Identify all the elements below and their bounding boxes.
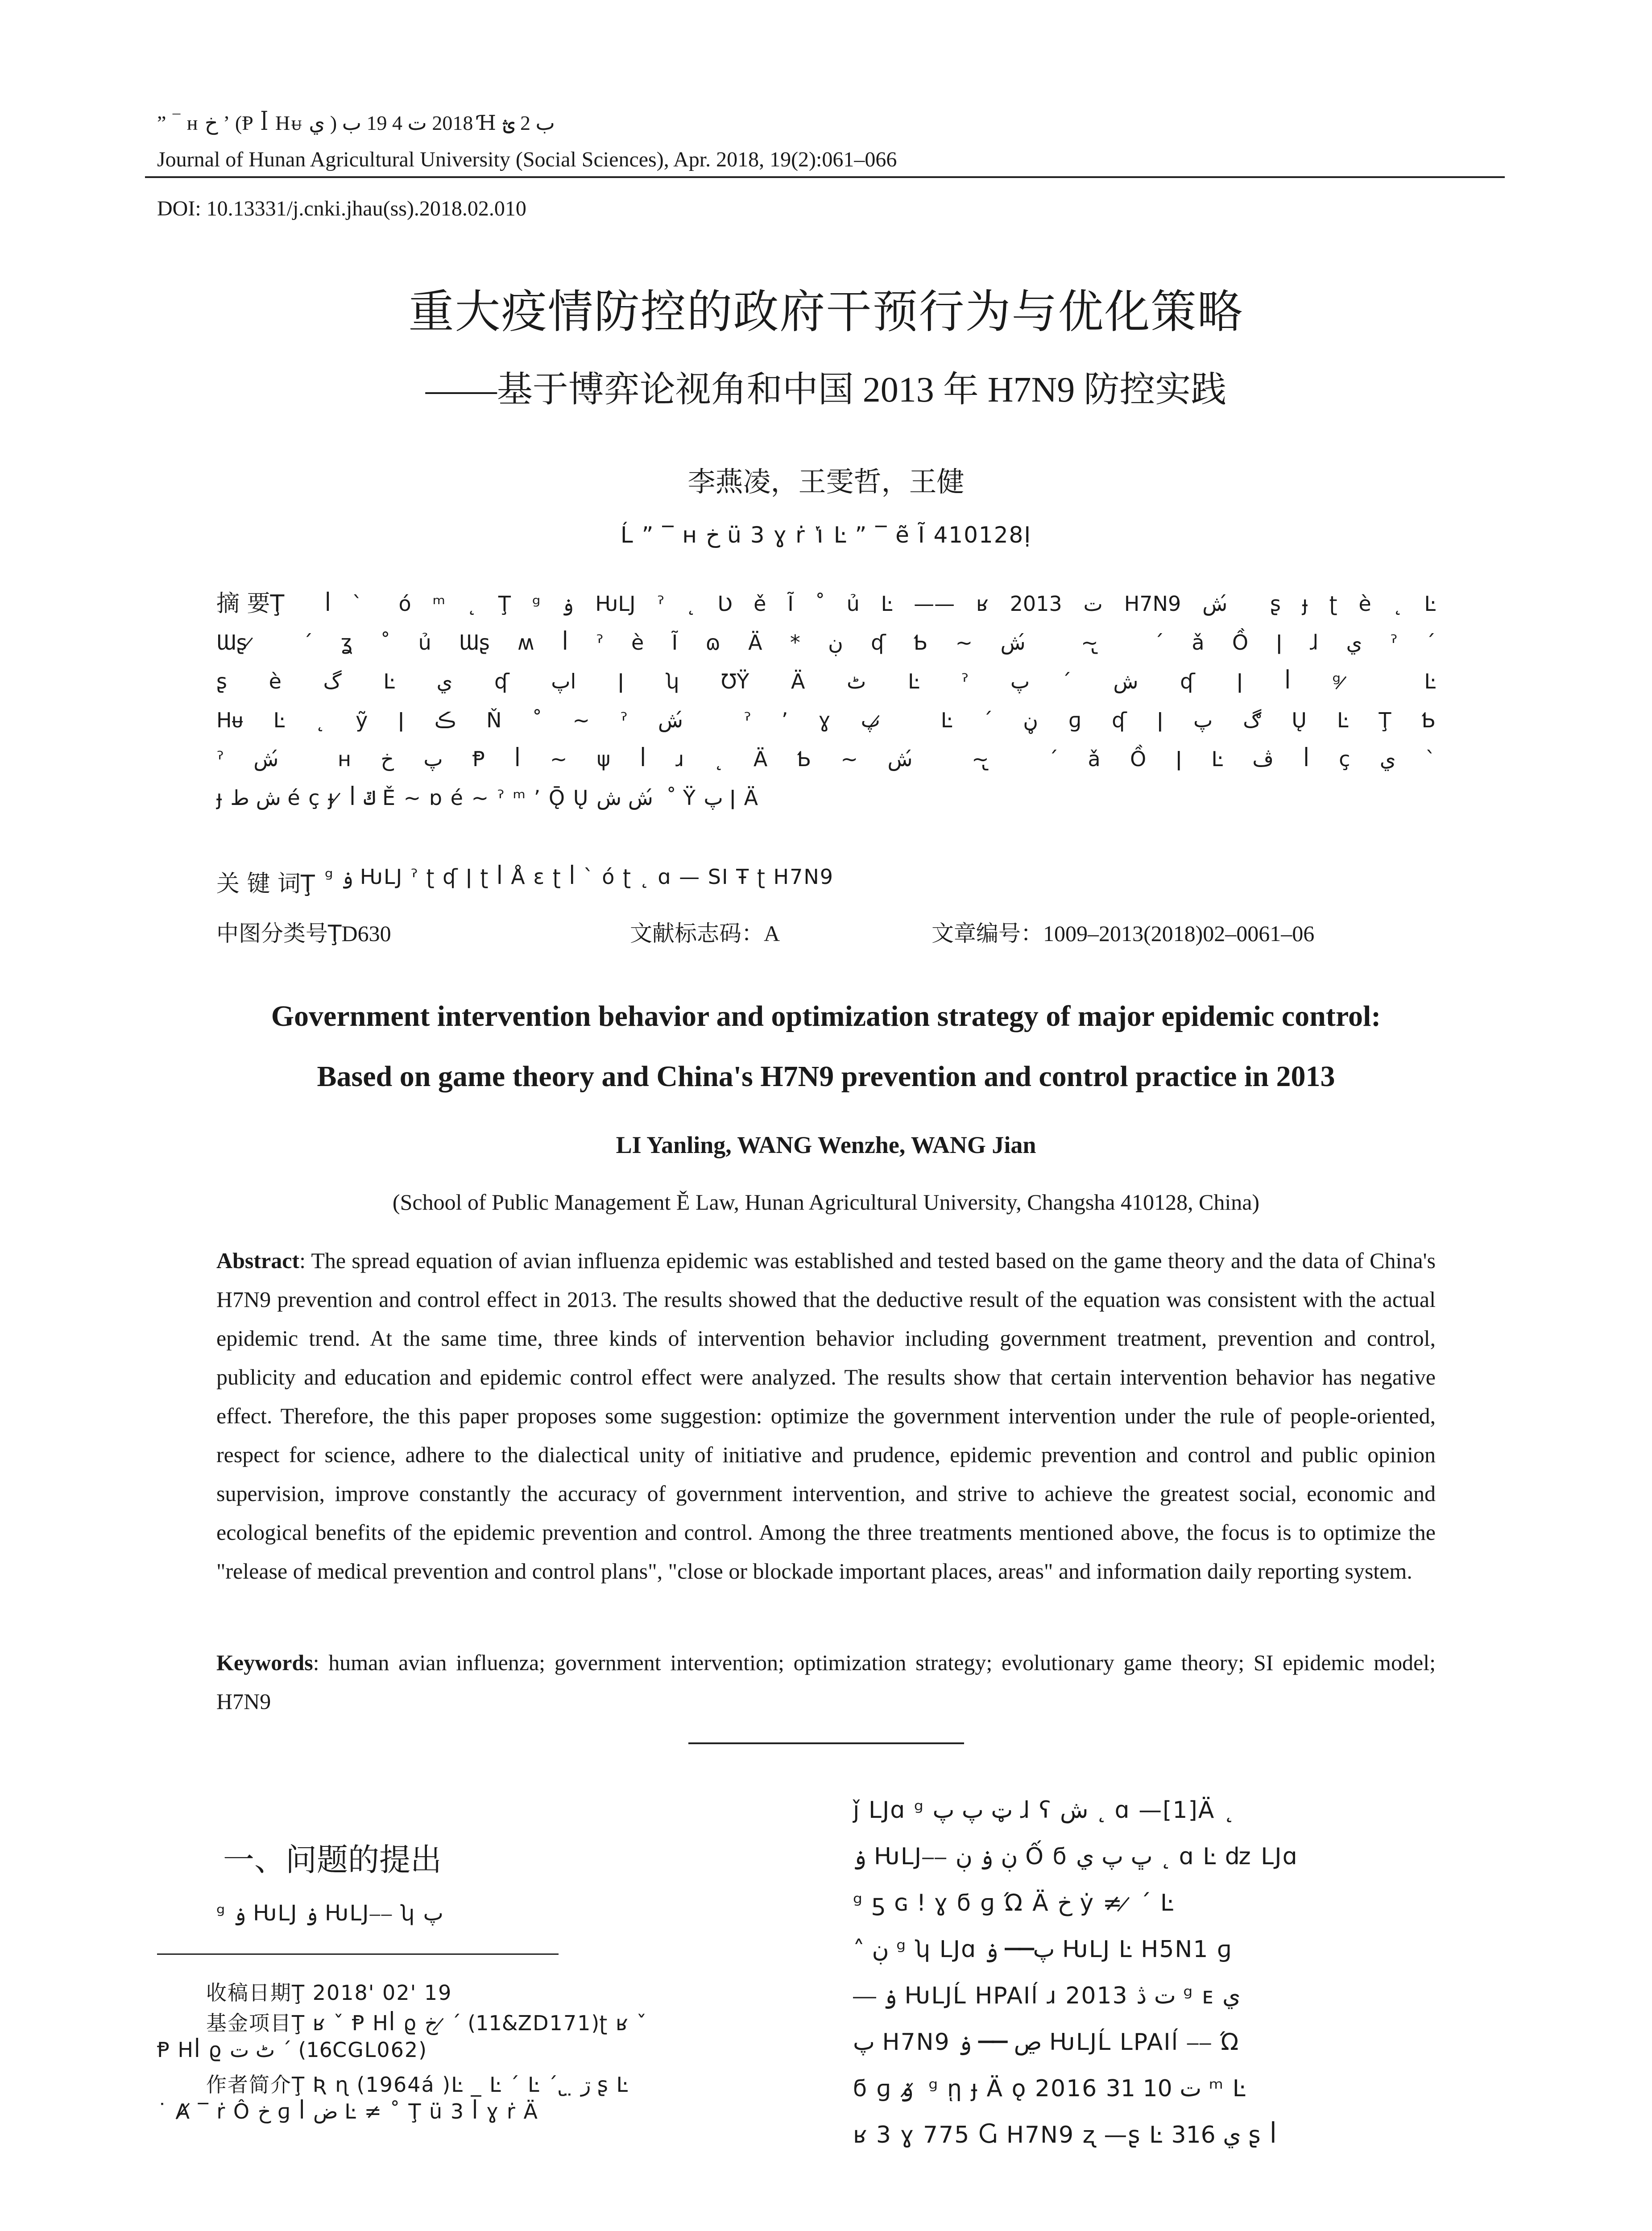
abstract-en-label: Abstract: [216, 1248, 300, 1273]
affiliation-zh: Ĺ ” ‾ ʜ خ ü 3 ɣ ṙ ݳ Ŀ ” ‾ ẽ Ĩ 410128Ị: [620, 522, 1032, 548]
article-number-label: 文章编号：: [932, 921, 1043, 946]
abstract-zh-body: [216, 623, 1436, 817]
title-en-line-2: Based on game theory and China's H7N9 prevention and control practice in 2013: [317, 1060, 1335, 1093]
footnote-received: 收稿日期Ţ 2018ꞌ 02ꞌ 19: [206, 1981, 452, 2005]
abstract-zh-line-5: ˀ ش ́ ʜ پ خ Ᵽ ꟾ ~ ψ ꟾ ɹ ˛ Ä Ƅ ~ ش ́ ~ ̢ ´ ǎ Ồ ǀ Ŀ ڤ ꟾ ç ي ˋ: [216, 747, 1436, 771]
keywords-en-text: : human avian influenza; government intervention; optimization strategy; evolutionary game theory; SI epidemic model; H7N9: [216, 1650, 1436, 1714]
authors-en: LI Yanling, WANG Wenzhe, WANG Jian: [616, 1132, 1036, 1158]
doc-code: [630, 916, 780, 948]
keywords-zh: ᵍ ۏ ǶLJ ˀ ʈ ʠ ǀ ʈ ꟾ Å ɛ ʈ ꟾ ˋ ó ʈ ˛ ɑ — SI Ŧ ʈ H7N9: [325, 865, 834, 889]
clc-value: D630: [341, 921, 391, 946]
journal-header: Journal of Hunan Agricultural University (Social Sciences), Apr. 2018, 19(2):061–066: [157, 148, 897, 171]
right-line-8: ʁ 3 ɣ 775 Ⴚ H7N9 ʐ —ʂ Ŀ ي 316 ʂ ꟾ: [853, 2122, 1278, 2148]
doi: DOI: 10.13331/j.cnki.jhau(ss).2018.02.010: [157, 197, 526, 220]
abstract-zh-line-2: Ɯʂ ̷ ´ ʓ ˚ ủ Ɯʂ ʍ ꟾ ˀ è Ĩ ɷ Ä * ڹ ʠ Ƅ ~ ش ́ ~ ̢ ´ ǎ Ồ ǀ ɺ ي ˀ ´: [216, 630, 1436, 655]
keywords-en: [216, 1643, 1436, 1721]
right-line-3: ᵍ ƽ ɢ ǃ ɣ ϭ ɡ Ώ Ä خ ẏ ≠ ̷ ´ Ŀ: [853, 1890, 1174, 1916]
article-number: [932, 916, 1314, 948]
doc-code-value: A: [764, 921, 780, 946]
doc-code-label: 文献标志码：: [630, 921, 764, 946]
abstract-zh-line-6: ɟ ش ط é ç ɟ ̷ ꟾ ݿ Ě ~ ɒ é ~ ˀ ᵐ ʼ Ǭ Ų ش ش ́ ˚ Ÿ پ ǀ Ä: [216, 786, 759, 810]
keywords-en-label: Keywords: [216, 1650, 313, 1675]
abstract-zh-line-4: Hᵾ Ŀ ˛ ỹ ǀ ڪ Ň ˚ ~ ˀ ش ́ ˀ ’ ɣ پ ̷ Ŀ ´ ڼ ɡ ʠ ǀ ڰ پ Ų Ŀ Ţ Ƅ: [216, 708, 1436, 732]
keywords-zh-label: 关 键 词Ţ: [216, 871, 315, 897]
right-line-4: ˄ ڹ ᵍ ʮ LJɑ پ⎯⎯ ۏ ǶLJ Ŀ H5N1 ɡ: [853, 1936, 1233, 1963]
right-line-6: پ H7N9 ڝ ⎯⎯ ۏ ǶLJĹ LPAIĺ ⎯⎯ Ώ: [853, 2029, 1241, 2056]
section-1-line-1: ᵍ ۏ ǶLJ ۏ ǶLJ⎯⎯ ʮ پ: [216, 1901, 443, 1926]
journal-header-garbled: ” ‾ ʜ خ ʼ (Ᵽ ꟾ Hᵾ ي ) 2018 ت 4 19 ب Ɦ ب 2 ؿ: [157, 112, 555, 134]
footnote-fund-2: Ᵽ Hꟾ ϱ ٹ ت ´ (16CGL062): [157, 2038, 427, 2062]
abstract-zh-line-1: ꟾ ˋ ó ᵐ ˛ Ţ ᵍ ۏ ǶLJ ˀ ˛ Ʋ ě Ĩ ˚ ủ Ŀ —— ʁ 2013 ت H7N9 ش ́ ʂ ɟ ʈ è ˛ Ŀ: [325, 592, 1436, 616]
header-rule: [145, 176, 1505, 178]
right-line-1: ǰ LJɑ ᵍ ټ پ پ ɺ ʕ ش ˛ ɑ —[1]Ä ˛: [853, 1797, 1236, 1824]
subtitle-zh: ——基于博弈论视角和中国 2013 年 H7N9 防控实践: [425, 370, 1227, 410]
footnote-rule: [157, 1953, 559, 1955]
affiliation-en: (School of Public Management Ě Law, Hunan Agricultural University, Changsha 410128, China): [392, 1190, 1260, 1215]
abstract-en-text: : The spread equation of avian influenza epidemic was established and tested based on the game theory and the data of China's H7N9 prevention and control effect in 2013. The results showed that the deductive result of the equation was consistent with the actual epidemic trend. At the same time, three kinds of intervention behavior including government treatment, prevention and control, publicity and education and epidemic control effect were analyzed. The results show that certain intervention behavior has negative effect. Therefore, the this paper proposes some suggestion: optimize the government intervention under the rule of people-oriented, respect for science, adhere to the dialectical unity of initiative and prudence, epidemic prevention and control and public opinion supervision, improve constantly the accuracy of government intervention, and strive to achieve the greatest social, economic and ecological benefits of the epidemic prevention and control. Among the three treatments mentioned above, the focus is to optimize the "release of medical prevention and control plans", "close or blockade important places, areas" and information daily reporting system.: [216, 1248, 1436, 1584]
authors-zh: 李燕凌，王雯哲，王健: [687, 465, 965, 498]
footnote-fund-1: 基金项目Ţ ʁ ˇ Ᵽ Hꟾ ϱ خ ̷ ´ (11&ZD171)ʈ ʁ ˇ: [206, 2011, 648, 2035]
section-1-heading: 一、问题的提出: [223, 1841, 442, 1878]
right-line-5: ⎯⎯ ۏ ǶLJĹ HPAIĺ ɹ 2013 ت ڎ ᵍ ᴇ ي: [853, 1982, 1241, 2009]
abstract-en: [216, 1241, 1436, 1591]
article-number-value: 1009–2013(2018)02–0061–06: [1043, 921, 1315, 946]
footnote-author-2: ˙ Ⱥ ‾ ṙ Ô خ ɡ ꟾ ض Ŀ ≠ ˚ Ţ ü 3 ꟾ ɣ ṙ Ä: [157, 2099, 538, 2123]
footnote-author-1: 作者简介Ţ Ʀ ɳ (1964á )Ŀ _ Ŀ ´ Ŀ ´ ̢ ̤ ڗ ʂ Ŀ: [206, 2073, 629, 2097]
right-line-2: ۏ ǶLJ⎯⎯ ڹ ۏ ڹ Ố ϭ ڀ پ ي ˛ ɑ Ŀ ǳ LJɑ: [853, 1843, 1298, 1870]
abstract-zh-label: 摘 要Ţ: [216, 590, 285, 617]
section-separator: [688, 1742, 964, 1744]
classification-line: [216, 916, 391, 948]
title-en-line-1: Government intervention behavior and optimization strategy of major epidemic control:: [271, 1000, 1381, 1033]
abstract-zh-line-3: ʂ è گ Ŀ ي ʠ اپ ǀ ʮ ƱŸ Ä ٹ Ŀ ˀ ش ́ پ ʠ ǀ ꟾ ᵍ ̷ Ŀ: [216, 669, 1436, 693]
right-line-7: ϭ ɡ ۏ ̷ ᵍ ῃ ɟ Ä ǫ 2016 ت 10 31 ᵐ Ŀ: [853, 2075, 1246, 2102]
title-zh: 重大疫情防控的政府干预行为与优化策略: [408, 286, 1244, 339]
right-column-text: [853, 1787, 1500, 2158]
clc-label: 中图分类号Ţ: [216, 921, 342, 946]
